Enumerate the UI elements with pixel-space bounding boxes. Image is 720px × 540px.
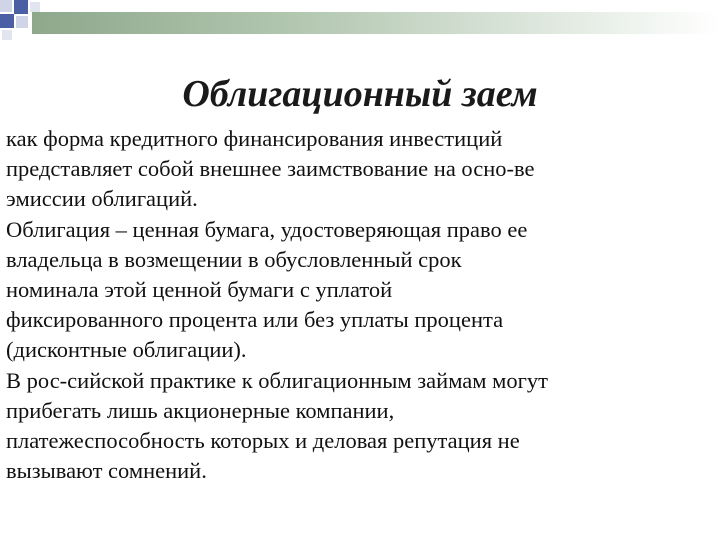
text-line: платежеспособность которых и деловая репутация не <box>6 428 520 454</box>
corner-decoration-square <box>16 16 28 28</box>
text-line: владельца в возмещении в обусловленный срок <box>6 246 462 272</box>
paragraph-1 <box>6 124 710 215</box>
header-decoration-band <box>32 12 720 34</box>
text-line: В рос-сийской практике к облигационным займам могут <box>6 367 548 393</box>
paragraph-3 <box>6 366 710 487</box>
slide-body <box>6 124 710 486</box>
corner-decoration-square <box>14 0 28 14</box>
text-line: фиксированного процента или без уплаты процента <box>6 307 504 333</box>
corner-decoration-square <box>30 2 40 12</box>
text-line: представляет собой внешнее заимствование на осно-ве <box>6 156 535 182</box>
paragraph-2 <box>6 215 710 366</box>
slide-title: Облигационный заем <box>182 73 538 115</box>
text-line: (дисконтные облигации). <box>6 337 247 363</box>
text-line: как форма кредитного финансирования инвестиций <box>6 126 503 151</box>
corner-decoration-square <box>0 14 14 28</box>
text-line: Облигация – ценная бумага, удостоверяющая право ее <box>6 216 528 242</box>
text-line: номинала этой ценной бумаги с уплатой <box>6 277 393 303</box>
text-line: прибегать лишь акционерные компании, <box>6 397 395 423</box>
text-line: вызывают сомнений. <box>6 458 207 484</box>
text-line: эмиссии облигаций. <box>6 186 198 212</box>
corner-decoration-square <box>0 0 12 12</box>
corner-decoration-square <box>2 30 12 40</box>
